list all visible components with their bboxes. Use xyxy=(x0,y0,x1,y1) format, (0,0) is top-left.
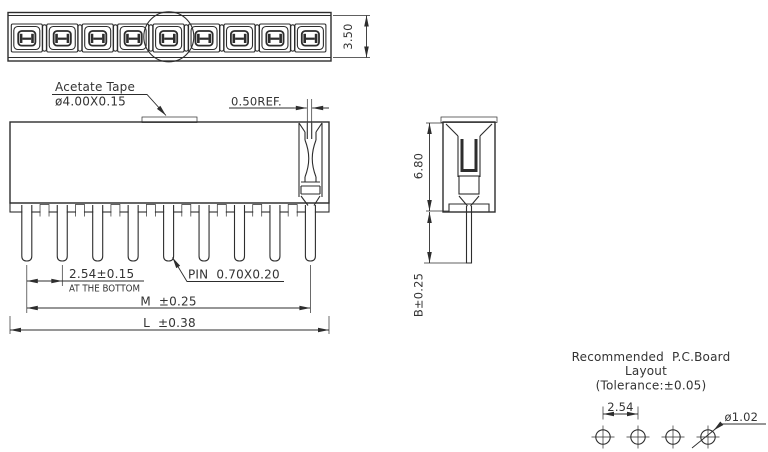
contact-beam-bridge xyxy=(58,38,67,40)
notch-clear xyxy=(289,205,297,217)
cell-separator xyxy=(78,25,82,51)
pcb-holes xyxy=(592,426,720,449)
contact-beam-left xyxy=(233,34,236,43)
pitch-note-label: AT THE BOTTOM xyxy=(69,283,140,295)
contact-beam-left xyxy=(126,34,129,43)
notch-clear xyxy=(76,205,84,217)
front-pins xyxy=(22,205,316,261)
contact-beam-left xyxy=(197,34,200,43)
hole-crosshair xyxy=(697,426,720,449)
cell-separator xyxy=(43,25,47,51)
contact-beam-left xyxy=(268,34,271,43)
cell-separator xyxy=(255,25,259,51)
side-contact-section xyxy=(446,124,492,263)
tape-size-label: ø4.00X0.15 xyxy=(55,94,126,109)
dim-overall-l xyxy=(10,316,329,330)
pin-size-callout xyxy=(173,258,285,282)
top-view xyxy=(8,12,370,62)
acetate-tape-label: Acetate Tape xyxy=(55,80,136,94)
pin-size-label: PIN 0.70X0.20 xyxy=(188,267,280,282)
side-bottom-notch xyxy=(449,204,489,212)
contact-beam-right xyxy=(138,34,141,43)
contact-beam-right xyxy=(208,34,211,43)
pin-clear xyxy=(164,205,173,217)
hole-crosshair xyxy=(592,426,615,449)
contact-beam-bridge xyxy=(200,38,209,40)
slot-ref-dim-label: 0.50REF. xyxy=(231,94,282,109)
contact-beam-right xyxy=(244,34,247,43)
pitch-dim-label: 2.54±0.15 xyxy=(69,267,135,281)
notch-clear xyxy=(147,205,155,217)
contact-beam-right xyxy=(173,34,176,43)
pin-clear xyxy=(58,205,67,217)
contact-beam-bridge xyxy=(22,38,31,40)
pcb-title-line1: Recommended P.C.Board xyxy=(571,350,731,364)
contact-beam-bridge xyxy=(235,38,244,40)
acetate-tape-callout xyxy=(52,80,166,116)
hole-crosshair xyxy=(627,426,650,449)
contact-beam-bridge xyxy=(164,38,173,40)
acetate-tape-disc xyxy=(144,12,194,62)
pin-clear xyxy=(306,205,315,217)
contact-beam-right xyxy=(279,34,282,43)
contact-beam-bridge xyxy=(306,38,315,40)
dim-top-height xyxy=(333,16,370,58)
pcb-title-line2: Layout xyxy=(625,364,667,378)
side-height-dim-label: 6.80 xyxy=(411,152,426,180)
dim-pin-length xyxy=(412,212,470,317)
socket-cells xyxy=(11,24,326,52)
pin-clear xyxy=(22,205,31,217)
front-view xyxy=(10,80,329,334)
pin-length-dim-label: B±0.25 xyxy=(411,272,426,318)
contact-beam-left xyxy=(55,34,58,43)
contact-beam-right xyxy=(102,34,105,43)
dim-hole-pitch xyxy=(603,400,638,420)
notch-clear xyxy=(218,205,226,217)
top-height-dim-label: 3.50 xyxy=(341,23,355,50)
contact-beam-right xyxy=(31,34,34,43)
side-pin xyxy=(467,206,472,263)
side-body-outline xyxy=(443,122,495,212)
pin-clear xyxy=(270,205,279,217)
contact-section xyxy=(299,123,322,206)
contact-beam-left xyxy=(91,34,94,43)
contact-beam-bridge xyxy=(129,38,138,40)
pcb-layout xyxy=(572,350,766,449)
cell-separator xyxy=(220,25,224,51)
notch-clear xyxy=(253,205,261,217)
contact-beam-bridge xyxy=(271,38,280,40)
contact-beam-right xyxy=(315,34,318,43)
pin-clear xyxy=(129,205,138,217)
hole-crosshair xyxy=(662,426,685,449)
notch-clear xyxy=(182,205,190,217)
contact-beam-right xyxy=(67,34,70,43)
cell-separator xyxy=(149,25,153,51)
contact-beam-left xyxy=(162,34,165,43)
pin-clear xyxy=(235,205,244,217)
pin-clear xyxy=(93,205,102,217)
side-view xyxy=(412,117,498,317)
contact-beam-bridge xyxy=(93,38,102,40)
dim-slot-ref xyxy=(229,95,329,124)
dim-span-m xyxy=(27,295,311,309)
cell-separator xyxy=(114,25,118,51)
pcb-title-line3: (Tolerance:±0.05) xyxy=(595,378,707,393)
notch-clear xyxy=(111,205,119,217)
notch-clear xyxy=(41,205,49,217)
front-body-outline xyxy=(10,122,329,203)
cell-separator xyxy=(184,25,188,51)
pin-clear xyxy=(200,205,209,217)
hole-dia-dim-label: ø1.02 xyxy=(724,410,759,424)
contact-beam-left xyxy=(20,34,23,43)
contact-beam-left xyxy=(303,34,306,43)
span-dim-label: M ±0.25 xyxy=(140,294,197,309)
hole-pitch-dim-label: 2.54 xyxy=(607,400,634,414)
overall-dim-label: L ±0.38 xyxy=(143,316,196,330)
cell-separator xyxy=(291,25,295,51)
